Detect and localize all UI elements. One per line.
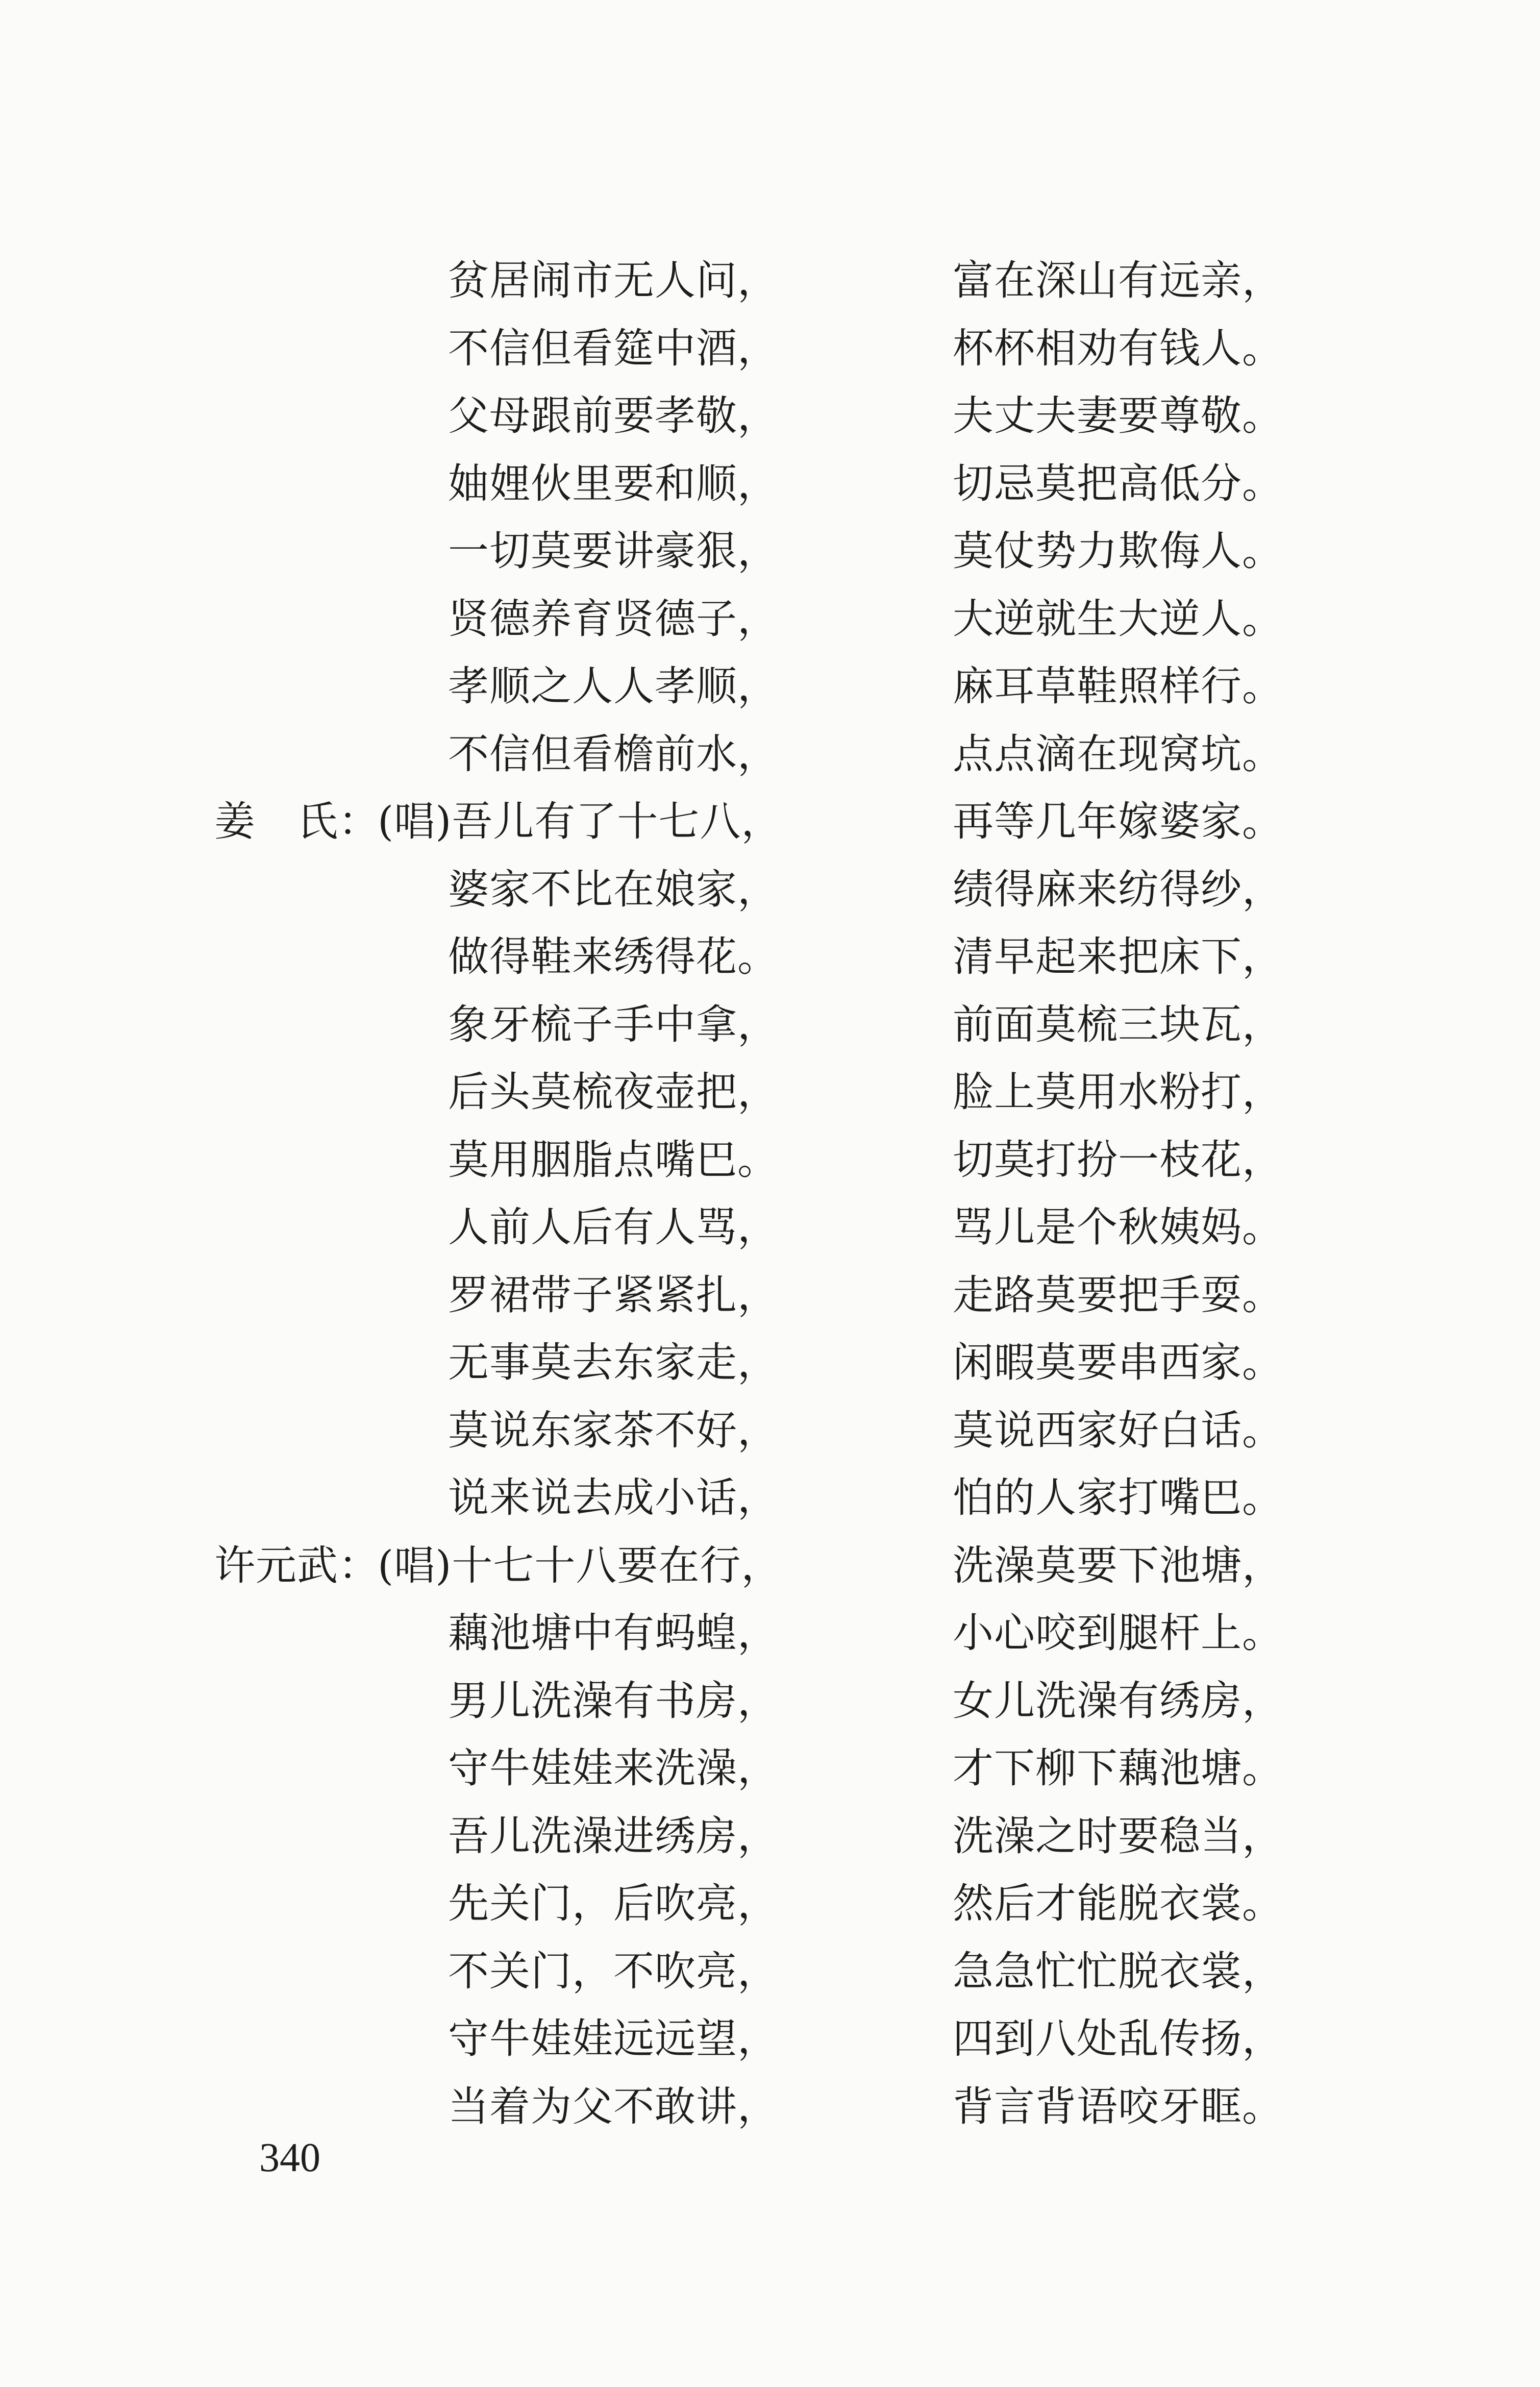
verse-line [0,1135,1540,1202]
speaker-label: 许元武： [214,1541,380,1589]
verse-left-half: 妯娌伙里要和顺， [448,459,779,507]
verse-right-half: 夫丈夫妻要尊敬。 [953,392,1283,439]
verse-right-half: 女儿洗澡有绣房， [953,1677,1283,1725]
verse-left-half: 当着为父不敢讲， [448,2082,779,2130]
verse-left-half: 贫居闹市无人问， [448,257,779,304]
verse-right-half: 莫说西家好白话。 [953,1406,1283,1454]
verse-left-half: 藕池塘中有蚂蝗， [448,1609,779,1657]
verse-left-half: 后头莫梳夜壶把， [448,1068,779,1116]
verse-left-half: 莫说东家茶不好， [448,1406,779,1454]
verse-right-half: 前面莫梳三块瓦， [953,1000,1283,1048]
verse-left-half: (唱)十七十八要在行， [378,1541,783,1589]
verse-line [0,1946,1540,2014]
verse-right-half: 小心咬到腿杆上。 [953,1609,1283,1657]
verse-line [0,729,1540,797]
verse-left-half: 吾儿洗澡进绣房， [448,1812,779,1860]
verse-line [0,594,1540,661]
verse-left-half: 男儿洗澡有书房， [448,1677,779,1725]
verse-right-half: 清早起来把床下， [953,933,1283,980]
verse-left-half: 守牛娃娃来洗澡， [448,1744,779,1792]
verse-line [0,931,1540,999]
verse-left-half: 先关门，后吹亮， [448,1880,779,1927]
verse-line [0,2013,1540,2081]
verse-left-half: (唱)吾儿有了十七八， [378,798,783,845]
verse-right-half: 骂儿是个秋姨妈。 [953,1203,1283,1251]
verse-line [0,1472,1540,1540]
verse-left-half: 一切莫要讲豪狠， [448,527,779,575]
verse-line [0,1405,1540,1473]
verse-left-half: 孝顺之人人孝顺， [448,662,779,710]
verse-line [0,661,1540,729]
verse-right-half: 背言背语咬牙眶。 [953,2082,1283,2130]
verse-right-half: 大逆就生大逆人。 [953,595,1283,643]
verse-line [0,796,1540,864]
verse-line [0,1811,1540,1879]
speaker-label: 姜 氏： [214,798,380,845]
verse-line [0,2081,1540,2149]
verse-right-half: 绩得麻来纺得纱， [953,865,1283,913]
verse-left-half: 象牙梳子手中拿， [448,1000,779,1048]
verse-line [0,1337,1540,1405]
verse-right-half: 富在深山有远亲， [953,257,1283,304]
verse-left-half: 父母跟前要孝敬， [448,392,779,439]
verse-right-half: 切忌莫把高低分。 [953,459,1283,507]
verse-right-half: 怕的人家打嘴巴。 [953,1474,1283,1521]
verse-right-half: 走路莫要把手耍。 [953,1271,1283,1319]
verse-line [0,1202,1540,1270]
verse-left-half: 无事莫去东家走， [448,1339,779,1386]
verse-line [0,1608,1540,1676]
verse-left-half: 人前人后有人骂， [448,1203,779,1251]
verse-line [0,864,1540,932]
verse-right-half: 才下柳下藕池塘。 [953,1744,1283,1792]
verse-line [0,255,1540,323]
verse-left-half: 守牛娃娃远远望， [448,2015,779,2062]
verse-right-half: 脸上莫用水粉打， [953,1068,1283,1116]
verse-block [0,255,1540,2149]
verse-left-half: 莫用胭脂点嘴巴。 [448,1136,779,1184]
verse-left-half: 不信但看檐前水， [448,730,779,778]
verse-right-half: 再等几年嫁婆家。 [953,798,1283,845]
verse-right-half: 急急忙忙脱衣裳， [953,1947,1283,1995]
verse-right-half: 点点滴在现窝坑。 [953,730,1283,778]
page-number: 340 [259,2135,320,2180]
verse-line [0,323,1540,391]
verse-left-half: 婆家不比在娘家， [448,865,779,913]
verse-right-half: 杯杯相劝有钱人。 [953,324,1283,372]
verse-line [0,458,1540,526]
verse-right-half: 洗澡莫要下池塘， [953,1541,1283,1589]
verse-right-half: 四到八处乱传扬， [953,2015,1283,2062]
verse-line [0,1743,1540,1811]
verse-line [0,1270,1540,1338]
verse-line [0,1540,1540,1608]
verse-left-half: 说来说去成小话， [448,1474,779,1521]
verse-left-half: 不信但看筵中酒， [448,324,779,372]
verse-line [0,1067,1540,1135]
verse-right-half: 切莫打扮一枝花， [953,1136,1283,1184]
verse-line [0,526,1540,594]
verse-left-half: 贤德养育贤德子， [448,595,779,643]
verse-line [0,1878,1540,1946]
verse-right-half: 麻耳草鞋照样行。 [953,662,1283,710]
verse-right-half: 洗澡之时要稳当， [953,1812,1283,1860]
verse-line [0,999,1540,1067]
verse-right-half: 莫仗势力欺侮人。 [953,527,1283,575]
verse-line [0,1676,1540,1743]
verse-left-half: 做得鞋来绣得花。 [448,933,779,980]
verse-right-half: 闲暇莫要串西家。 [953,1339,1283,1386]
verse-right-half: 然后才能脱衣裳。 [953,1880,1283,1927]
verse-line [0,390,1540,458]
verse-left-half: 罗裙带子紧紧扎， [448,1271,779,1319]
verse-left-half: 不关门，不吹亮， [448,1947,779,1995]
